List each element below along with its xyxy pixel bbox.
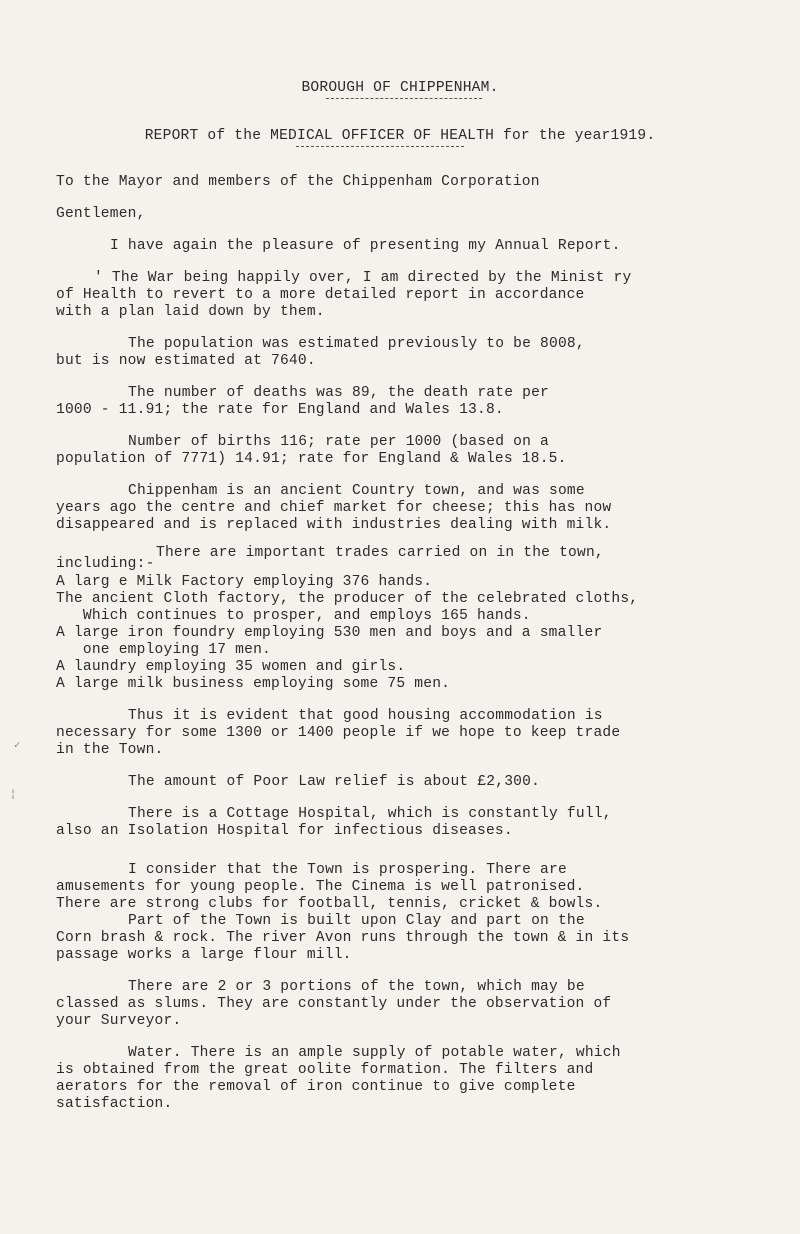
trades-including: including:- <box>56 556 155 572</box>
water-line-1: Water. There is an ample supply of potable water, which <box>128 1045 621 1061</box>
housing-line-3: in the Town. <box>56 742 164 758</box>
prosper-line-1: I consider that the Town is prospering. There are <box>128 862 567 878</box>
margin-mark: ¦ <box>10 790 17 801</box>
document-subtitle: REPORT of the MEDICAL OFFICER OF HEALTH for the year1919. <box>144 128 656 144</box>
war-line-2: of Health to revert to a more detailed report in accordance <box>56 287 585 303</box>
trade-item-1: A larg e Milk Factory employing 376 hands. <box>56 574 433 590</box>
housing-line-2: necessary for some 1300 or 1400 people if we hope to keep trade <box>56 725 621 741</box>
salutation-to: To the Mayor and members of the Chippenham Corporation <box>56 174 540 190</box>
trade-item-5: A large milk business employing some 75 men. <box>56 676 451 692</box>
town-line-1: Chippenham is an ancient Country town, and was some <box>128 483 585 499</box>
town-line-3: disappeared and is replaced with industries dealing with milk. <box>56 517 612 533</box>
title-underline <box>326 98 482 99</box>
prosper-line-2: amusements for young people. The Cinema is well patronised. <box>56 879 585 895</box>
population-line-1: The population was estimated previously to be 8008, <box>128 336 585 352</box>
water-line-2: is obtained from the great oolite formation. The filters and <box>56 1062 594 1078</box>
trade-item-4: A laundry employing 35 women and girls. <box>56 659 406 675</box>
prosper-line-6: passage works a large flour mill. <box>56 947 352 963</box>
trade-item-2: The ancient Cloth factory, the producer of the celebrated cloths, <box>56 591 639 607</box>
deaths-line-2: 1000 - 11.91; the rate for England and Wales 13.8. <box>56 402 504 418</box>
deaths-line-1: The number of deaths was 89, the death rate per <box>128 385 550 401</box>
salutation: Gentlemen, <box>56 206 146 222</box>
trade-item-3: A large iron foundry employing 530 men and boys and a smaller <box>56 625 603 641</box>
war-line-3: with a plan laid down by them. <box>56 304 325 320</box>
water-line-3: aerators for the removal of iron continue to give complete <box>56 1079 576 1095</box>
margin-mark: ✓ <box>14 741 21 752</box>
births-line-1: Number of births 116; rate per 1000 (based on a <box>128 434 550 450</box>
intro-paragraph: I have again the pleasure of presenting my Annual Report. <box>110 238 621 254</box>
subtitle-underline <box>296 146 464 147</box>
trade-item-2-cont: Which continues to prosper, and employs 165 hands. <box>56 608 531 624</box>
prosper-line-3: There are strong clubs for football, tennis, cricket & bowls. <box>56 896 603 912</box>
births-line-2: population of 7771) 14.91; rate for England & Wales 18.5. <box>56 451 567 467</box>
slums-line-1: There are 2 or 3 portions of the town, which may be <box>128 979 585 995</box>
water-line-4: satisfaction. <box>56 1096 173 1112</box>
hospital-line-2: also an Isolation Hospital for infectious diseases. <box>56 823 513 839</box>
hospital-line-1: There is a Cottage Hospital, which is constantly full, <box>128 806 612 822</box>
housing-line-1: Thus it is evident that good housing accommodation is <box>128 708 603 724</box>
poor-law-relief: The amount of Poor Law relief is about £2,300. <box>128 774 541 790</box>
trade-item-3-cont: one employing 17 men. <box>56 642 271 658</box>
war-line-1: ' The War being happily over, I am directed by the Minist ry <box>94 270 632 286</box>
prosper-line-5: Corn brash & rock. The river Avon runs through the town & in its <box>56 930 630 946</box>
prosper-line-4: Part of the Town is built upon Clay and part on the <box>128 913 585 929</box>
population-line-2: but is now estimated at 7640. <box>56 353 316 369</box>
town-line-2: years ago the centre and chief market for cheese; this has now <box>56 500 612 516</box>
slums-line-2: classed as slums. They are constantly under the observation of <box>56 996 612 1012</box>
slums-line-3: your Surveyor. <box>56 1013 182 1029</box>
document-title: BOROUGH OF CHIPPENHAM. <box>301 80 499 96</box>
trades-intro: There are important trades carried on in the town, <box>156 545 604 561</box>
